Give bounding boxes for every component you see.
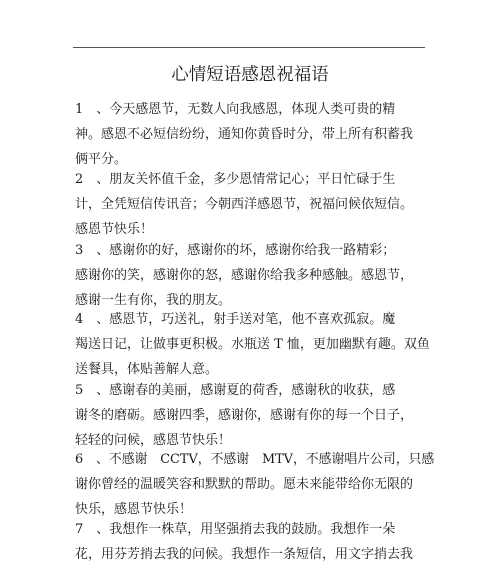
top-rule bbox=[73, 47, 425, 48]
document-page: 心情短语感恩祝福语 1 、今天感恩节，无数人向我感恩，体现人类可贵的精 神。感恩不必短信纷纷，通知你黄昏时分，带上所有积蓄我 俩平分。 2 、朋友关怀值千金，多少恩情常记心；平日忙碌于生 计，全凭短信传讯音；今朝西洋感恩节，祝福问候依短信。 感恩节快乐！ 3 、感谢你的好，感谢你的坏，感谢你给我一路精彩； 感谢你的笑，感谢你的怒，感谢你给我多种感触。感恩节， 感谢一生有你，我的朋友。 4 、感恩节，巧送礼，射手送对笔，他不喜欢孤寂。魔 羯送日记，让做事更积极。水瓶送 T 恤，更加幽默有趣。双鱼 送餐具，体贴善解人意。 5 、感谢春的美丽，感谢夏的荷香，感谢秋的收获，感 谢冬的磨砺。感谢四季，感谢你，感谢有你的每一个日子， 轻轻的问候，感恩节快乐！ 6 、不感谢 CCTV，不感谢 MTV，不感谢唱片公司，只感 谢你曾经的温暖笑容和默默的帮助。愿未来能带给你无限的 快乐，感恩节快乐！ 7 、我想作一株草，用坚强捎去我的鼓励。我想作一朵 花，用芬芳捎去我的问候。我想作一条短信，用文字捎去我 bbox=[0, 0, 500, 566]
document-title: 心情短语感恩祝福语 bbox=[171, 65, 329, 85]
